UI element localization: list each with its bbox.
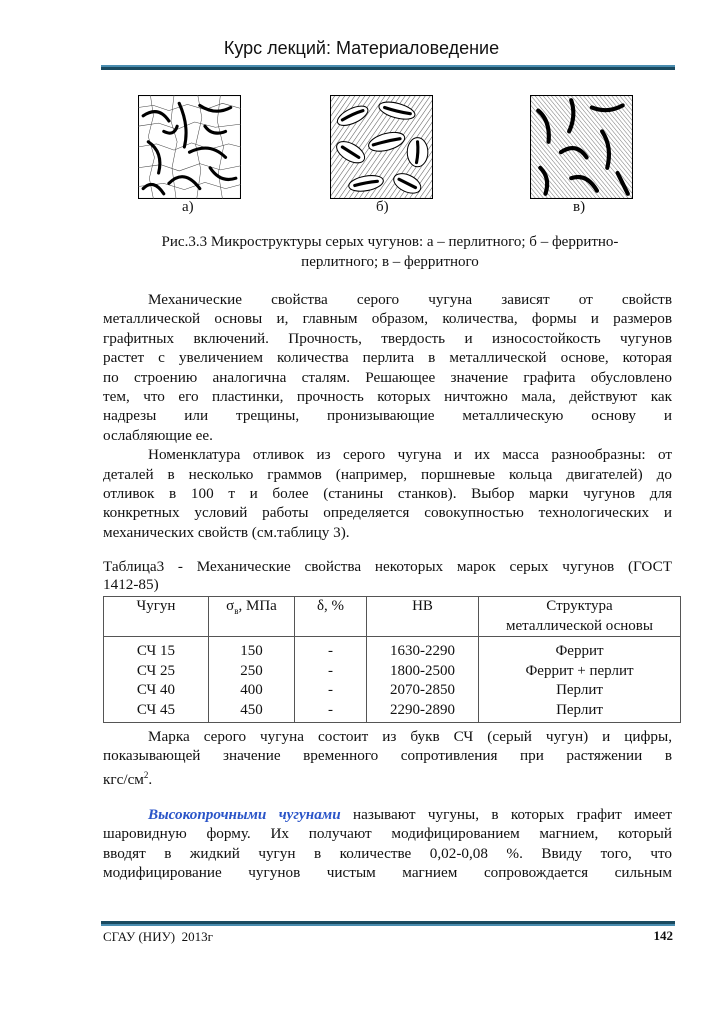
micrograph-ferritic [530, 95, 633, 199]
cell: - [295, 701, 367, 723]
text-line: 1412-85) [103, 576, 159, 593]
cell: Перлит [479, 701, 681, 723]
text-line: модифицирование чугунов чистым магнием сопровождается сильным [103, 864, 672, 882]
cell: 1800-2500 [367, 662, 479, 682]
paragraph-mechanical-properties [103, 290, 672, 542]
text-span: называют чугуны, в которых графит имеет [340, 806, 672, 823]
caption-line: перлитного; в – ферритного [301, 254, 479, 270]
text-line: Номенклатура отливок из серого чугуна и их масса разнообразны: от [148, 446, 672, 464]
paragraph-grade-marking [103, 727, 672, 788]
footer-rule-light [101, 924, 675, 926]
text-line: деталей в несколько граммов (например, поршневые кольца двигателей) до [103, 465, 672, 483]
cell: - [295, 637, 367, 662]
col-header-hardness: НВ [367, 597, 479, 637]
footer-institution: СГАУ (НИУ) 2013г [103, 929, 213, 944]
cell: Феррит [479, 637, 681, 662]
sigma-symbol: σ [226, 598, 235, 614]
table-row [104, 681, 681, 701]
table-row [104, 701, 681, 723]
micrograph-ferritic-pearlitic [330, 95, 433, 199]
period: . [148, 770, 153, 788]
cell: - [295, 681, 367, 701]
cell: СЧ 25 [104, 662, 209, 682]
figure-caption [100, 232, 680, 272]
strength-unit: , МПа [238, 598, 277, 614]
cell: 1630-2290 [367, 637, 479, 662]
text-line: механических свойств (см.таблицу 3). [103, 523, 350, 541]
superscript: 2 [143, 769, 149, 780]
cell: 250 [209, 662, 295, 682]
page-number: 142 [653, 928, 673, 943]
paragraph-high-strength [103, 805, 672, 883]
text-line [103, 805, 672, 824]
cell: 450 [209, 701, 295, 723]
table-row [104, 662, 681, 682]
col-header-grade: Чугун [104, 597, 209, 637]
cell: Феррит + перлит [479, 662, 681, 682]
text-line: конкретных условий работы определяется совокупностью технологических и [103, 504, 672, 522]
figure-label-c: в) [573, 199, 586, 215]
text-line: показывающей значение временного сопротивления при растяжении в [103, 747, 672, 765]
text-line [103, 766, 672, 788]
text-line: Марка серого чугуна состоит из букв СЧ (серый чугун) и цифры, [148, 728, 672, 745]
table-caption [103, 558, 672, 594]
structure-header-line: металлической основы [506, 617, 653, 634]
cell: 150 [209, 637, 295, 662]
cast-iron-properties-table [103, 596, 681, 723]
cell: СЧ 40 [104, 681, 209, 701]
text-line: ослабляющие ее. [103, 426, 213, 444]
cell: СЧ 45 [104, 701, 209, 723]
figure-label-b: б) [376, 199, 389, 215]
figure-label-a: а) [182, 199, 194, 215]
highlighted-term: Высокопрочными чугунами [148, 806, 341, 823]
text-line: шаровидную форму. Их получают модифицированием магнием, который [103, 825, 672, 843]
cell: 400 [209, 681, 295, 701]
cell: Перлит [479, 681, 681, 701]
col-header-strength [209, 597, 295, 637]
text-line: растет с увеличением количества перлита в металлической основе, которая [103, 349, 672, 367]
text-line: отливок в 100 т и более (станины станков). Выбор марки чугунов для [103, 484, 672, 502]
text-line: надрезы или трещины, пронизывающие металлическую основу и [103, 407, 672, 425]
cell: 2070-2850 [367, 681, 479, 701]
structure-header-line: Структура [546, 598, 613, 614]
table-header-row [104, 597, 681, 637]
text-line: тем, что его пластинки, прочность которых ничтожно мала, действуют как [103, 387, 672, 405]
cell: - [295, 662, 367, 682]
sigma-subscript: в [234, 606, 239, 616]
cell: 2290-2890 [367, 701, 479, 723]
table-row [104, 637, 681, 662]
unit-text: кгс/см [103, 770, 144, 788]
text-line: графитных включений. Прочность, твердость и износостойкость чугунов [103, 329, 672, 347]
col-header-structure [479, 597, 681, 637]
text-line: вводят в жидкий чугун в количестве 0,02-0,08 %. Ввиду того, что [103, 844, 672, 862]
text-line: Механические свойства серого чугуна зависят от свойств [148, 291, 672, 308]
caption-line: Рис.3.3 Микроструктуры серых чугунов: а – перлитного; б – ферритно- [161, 234, 619, 250]
micrograph-pearlitic [138, 95, 241, 199]
text-line: Таблица3 - Механические свойства некоторых марок серых чугунов (ГОСТ [103, 558, 672, 575]
cell: СЧ 15 [104, 637, 209, 662]
col-header-elongation: δ, % [295, 597, 367, 637]
header-title: Курс лекций: Материаловедение [223, 38, 500, 58]
text-line: металлической основы и, главным образом, количества, формы и размеров [103, 310, 672, 328]
text-line: по строению аналогична сталям. Решающее значение графита обусловлено [103, 368, 672, 386]
header-rule-dark [101, 67, 675, 70]
